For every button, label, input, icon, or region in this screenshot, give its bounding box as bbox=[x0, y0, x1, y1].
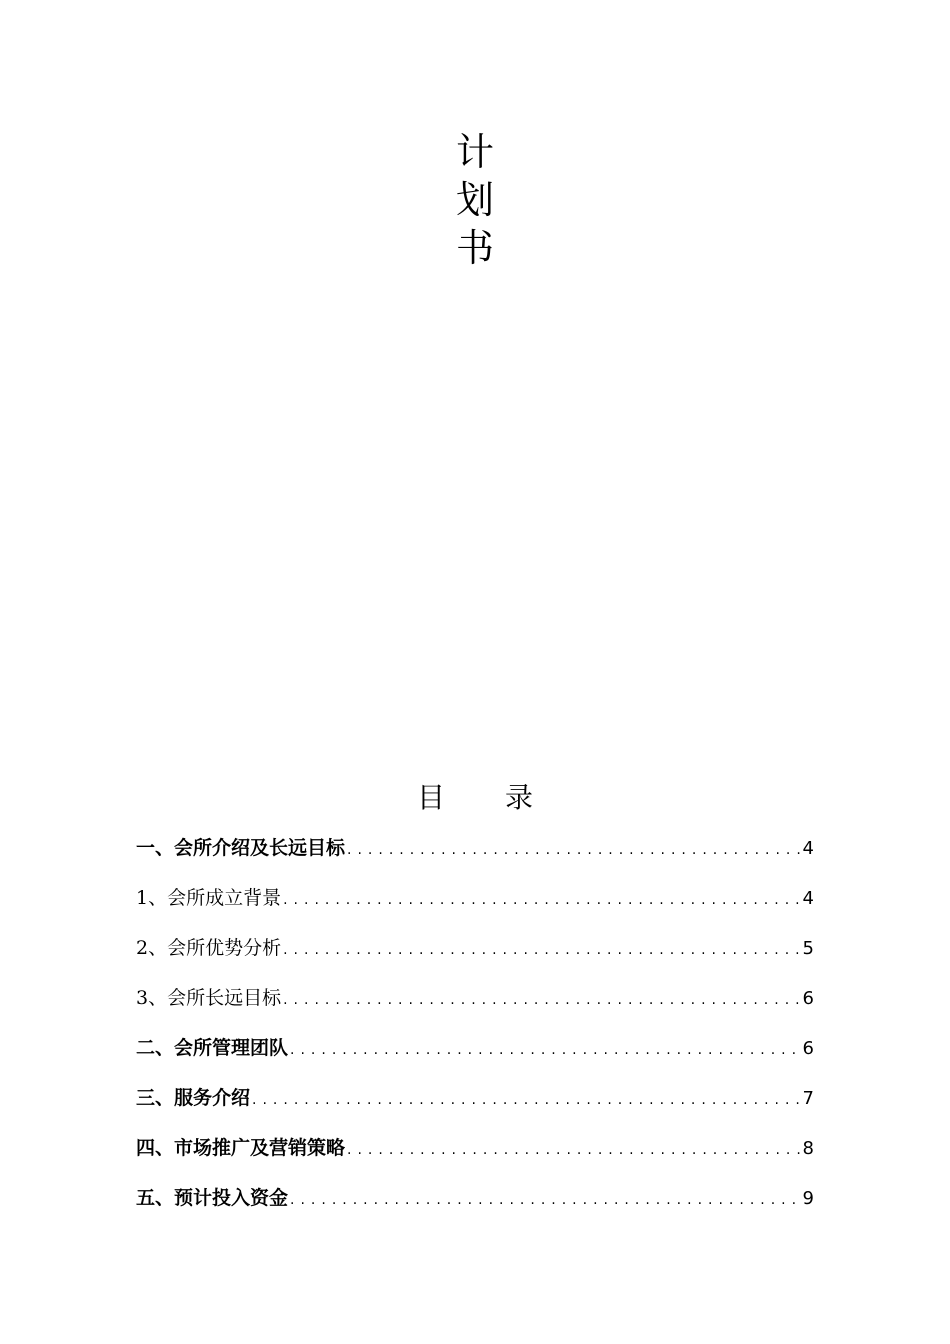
toc-entry-label: 2、会所优势分析 bbox=[136, 937, 282, 959]
toc-entry[interactable] bbox=[136, 980, 814, 1030]
toc-entry-label: 一、会所介绍及长远目标 bbox=[136, 837, 346, 859]
toc-dot-leader bbox=[290, 1182, 800, 1218]
toc-dot-leader bbox=[347, 832, 800, 868]
toc-entry-label: 三、服务介绍 bbox=[136, 1087, 251, 1109]
toc-entry-label: 二、会所管理团队 bbox=[136, 1037, 289, 1059]
toc-page-number: 8 bbox=[802, 1138, 814, 1159]
toc-entry[interactable] bbox=[136, 930, 814, 980]
toc-page-number: 4 bbox=[802, 838, 814, 859]
toc-page-number: 6 bbox=[802, 1038, 814, 1059]
document-title bbox=[0, 128, 950, 272]
toc-dot-leader bbox=[252, 1082, 800, 1118]
toc-dot-leader bbox=[290, 1032, 800, 1068]
toc-dot-leader bbox=[283, 882, 800, 918]
table-of-contents bbox=[136, 830, 814, 1230]
toc-entry[interactable] bbox=[136, 880, 814, 930]
title-char: 划 bbox=[455, 178, 494, 222]
toc-heading bbox=[0, 778, 950, 818]
toc-entry-label: 五、预计投入资金 bbox=[136, 1187, 289, 1209]
toc-entry[interactable] bbox=[136, 1180, 814, 1230]
toc-entry-label: 1、会所成立背景 bbox=[136, 887, 282, 909]
toc-entry[interactable] bbox=[136, 1030, 814, 1080]
toc-dot-leader bbox=[347, 1132, 800, 1168]
toc-dot-leader bbox=[283, 932, 800, 968]
toc-entry-label: 四、市场推广及营销策略 bbox=[136, 1137, 346, 1159]
toc-entry[interactable] bbox=[136, 1130, 814, 1180]
toc-page-number: 5 bbox=[802, 938, 814, 959]
toc-dot-leader bbox=[283, 982, 800, 1018]
title-char: 计 bbox=[455, 130, 494, 174]
toc-page-number: 4 bbox=[802, 888, 814, 909]
toc-entry[interactable] bbox=[136, 830, 814, 880]
toc-page-number: 7 bbox=[802, 1088, 814, 1109]
toc-page-number: 9 bbox=[802, 1188, 814, 1209]
toc-entry[interactable] bbox=[136, 1080, 814, 1130]
toc-entry-label: 3、会所长远目标 bbox=[136, 987, 282, 1009]
title-char: 书 bbox=[455, 226, 494, 270]
toc-page-number: 6 bbox=[802, 988, 814, 1009]
toc-heading-char: 目 bbox=[416, 781, 445, 814]
toc-heading-char: 录 bbox=[505, 781, 534, 814]
